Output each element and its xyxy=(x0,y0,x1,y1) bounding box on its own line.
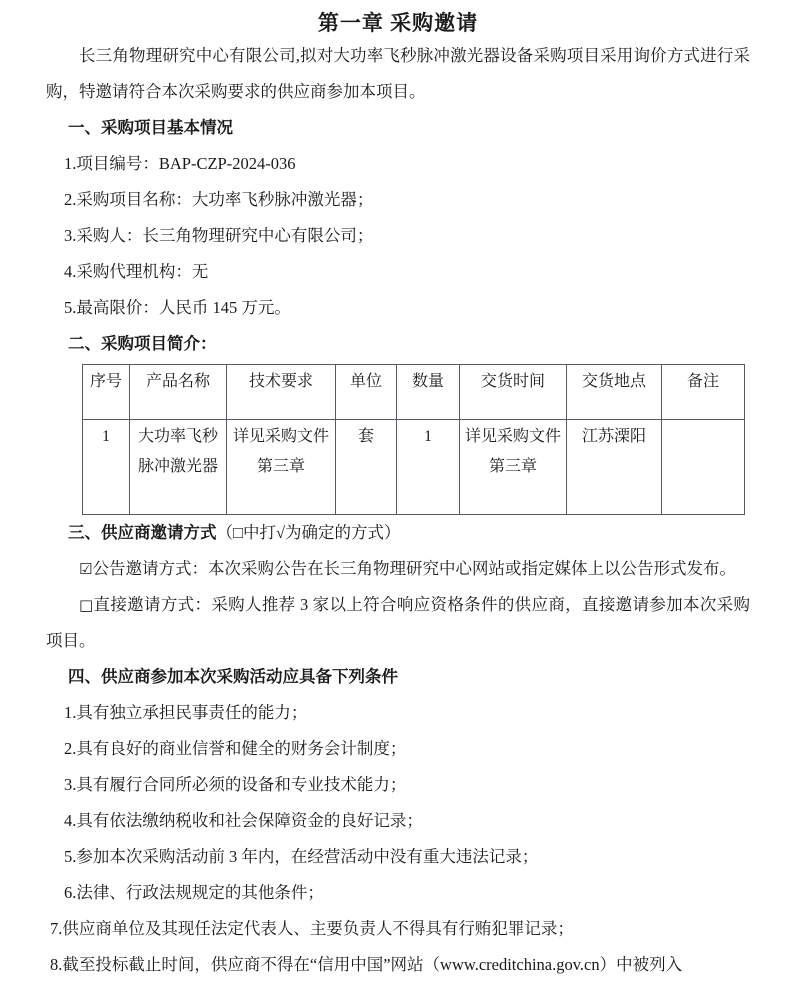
list-item: 3.具有履行合同所必须的设备和专业技术能力； xyxy=(64,775,407,794)
table-cell-tech: 详见采购文件第三章 xyxy=(227,420,336,515)
table-cell-place: 江苏溧阳 xyxy=(567,420,662,515)
section-heading-three-bold: 三、供应商邀请方式 xyxy=(68,523,217,542)
list-item: 7.供应商单位及其现任法定代表人、主要负责人不得具有行贿犯罪记录； xyxy=(50,919,574,938)
page-title: 第一章 采购邀请 xyxy=(317,11,479,35)
table-header-cell-time: 交货时间 xyxy=(460,365,567,420)
table-header-cell-quantity: 数量 xyxy=(397,365,460,420)
basic-info-list xyxy=(46,146,750,326)
table-header-cell-seq: 序号 xyxy=(83,365,130,420)
list-item: 2.采购项目名称：大功率飞秒脉冲激光器； xyxy=(64,190,374,209)
list-item: 4.采购代理机构：无 xyxy=(64,262,209,281)
table-row xyxy=(83,420,745,515)
intro-paragraph: 长三角物理研究中心有限公司,拟对大功率飞秒脉冲激光器设备采购项目采用询价方式进行采购，特邀请符合本次采购要求的供应商参加本项目。 xyxy=(46,46,750,101)
list-item: 1.具有独立承担民事责任的能力； xyxy=(64,703,308,722)
list-item: 2.具有良好的商业信誉和健全的财务会计制度； xyxy=(64,739,407,758)
table-cell-time: 详见采购文件第三章 xyxy=(460,420,567,515)
list-item: 8.截至投标截止时间，供应商不得在“信用中国”网站（www.creditchina.gov.cn）中被列入 xyxy=(50,955,683,974)
list-item: 4.具有依法缴纳税收和社会保障资金的良好记录； xyxy=(64,811,423,830)
table-cell-unit: 套 xyxy=(336,420,397,515)
table-cell-quantity: 1 xyxy=(397,420,460,515)
procurement-table-wrapper xyxy=(46,364,750,515)
invitation-option-public-text: 公告邀请方式：本次采购公告在长三角物理研究中心网站或指定媒体上以公告形式发布。 xyxy=(92,559,736,578)
table-header-cell-note: 备注 xyxy=(662,365,745,420)
invitation-option-direct xyxy=(46,587,750,659)
table-cell-seq: 1 xyxy=(83,420,130,515)
section-heading-three xyxy=(46,515,750,551)
table-header-cell-tech: 技术要求 xyxy=(227,365,336,420)
section-heading-three-note: （□中打√为确定的方式） xyxy=(216,523,401,542)
table-header-cell-name: 产品名称 xyxy=(130,365,227,420)
table-header-row xyxy=(83,365,745,420)
procurement-table xyxy=(82,364,745,515)
qualification-conditions-list xyxy=(46,695,750,983)
section-heading-two: 二、采购项目简介： xyxy=(68,334,217,353)
table-header-cell-unit: 单位 xyxy=(336,365,397,420)
section-heading-four: 四、供应商参加本次采购活动应具备下列条件 xyxy=(68,667,398,686)
invitation-option-public xyxy=(46,551,750,587)
list-item: 3.采购人：长三角物理研究中心有限公司； xyxy=(64,226,374,245)
list-item: 5.最高限价：人民币 145 万元。 xyxy=(64,298,291,317)
table-cell-note xyxy=(662,420,745,515)
list-item: 1.项目编号：BAP-CZP-2024-036 xyxy=(64,154,296,173)
table-cell-name: 大功率飞秒脉冲激光器 xyxy=(130,420,227,515)
checkbox-unchecked-icon[interactable]: □ xyxy=(79,596,94,614)
list-item: 6.法律、行政法规规定的其他条件； xyxy=(64,883,324,902)
checkbox-checked-icon[interactable]: ☑ xyxy=(79,560,93,578)
list-item: 5.参加本次采购活动前 3 年内，在经营活动中没有重大违法记录； xyxy=(64,847,539,866)
table-header-cell-place: 交货地点 xyxy=(567,365,662,420)
invitation-option-direct-text: 直接邀请方式：采购人推荐 3 家以上符合响应资格条件的供应商，直接邀请参加本次采购项目。 xyxy=(46,595,750,650)
section-heading-one: 一、采购项目基本情况 xyxy=(68,118,233,137)
document-page xyxy=(0,8,796,974)
